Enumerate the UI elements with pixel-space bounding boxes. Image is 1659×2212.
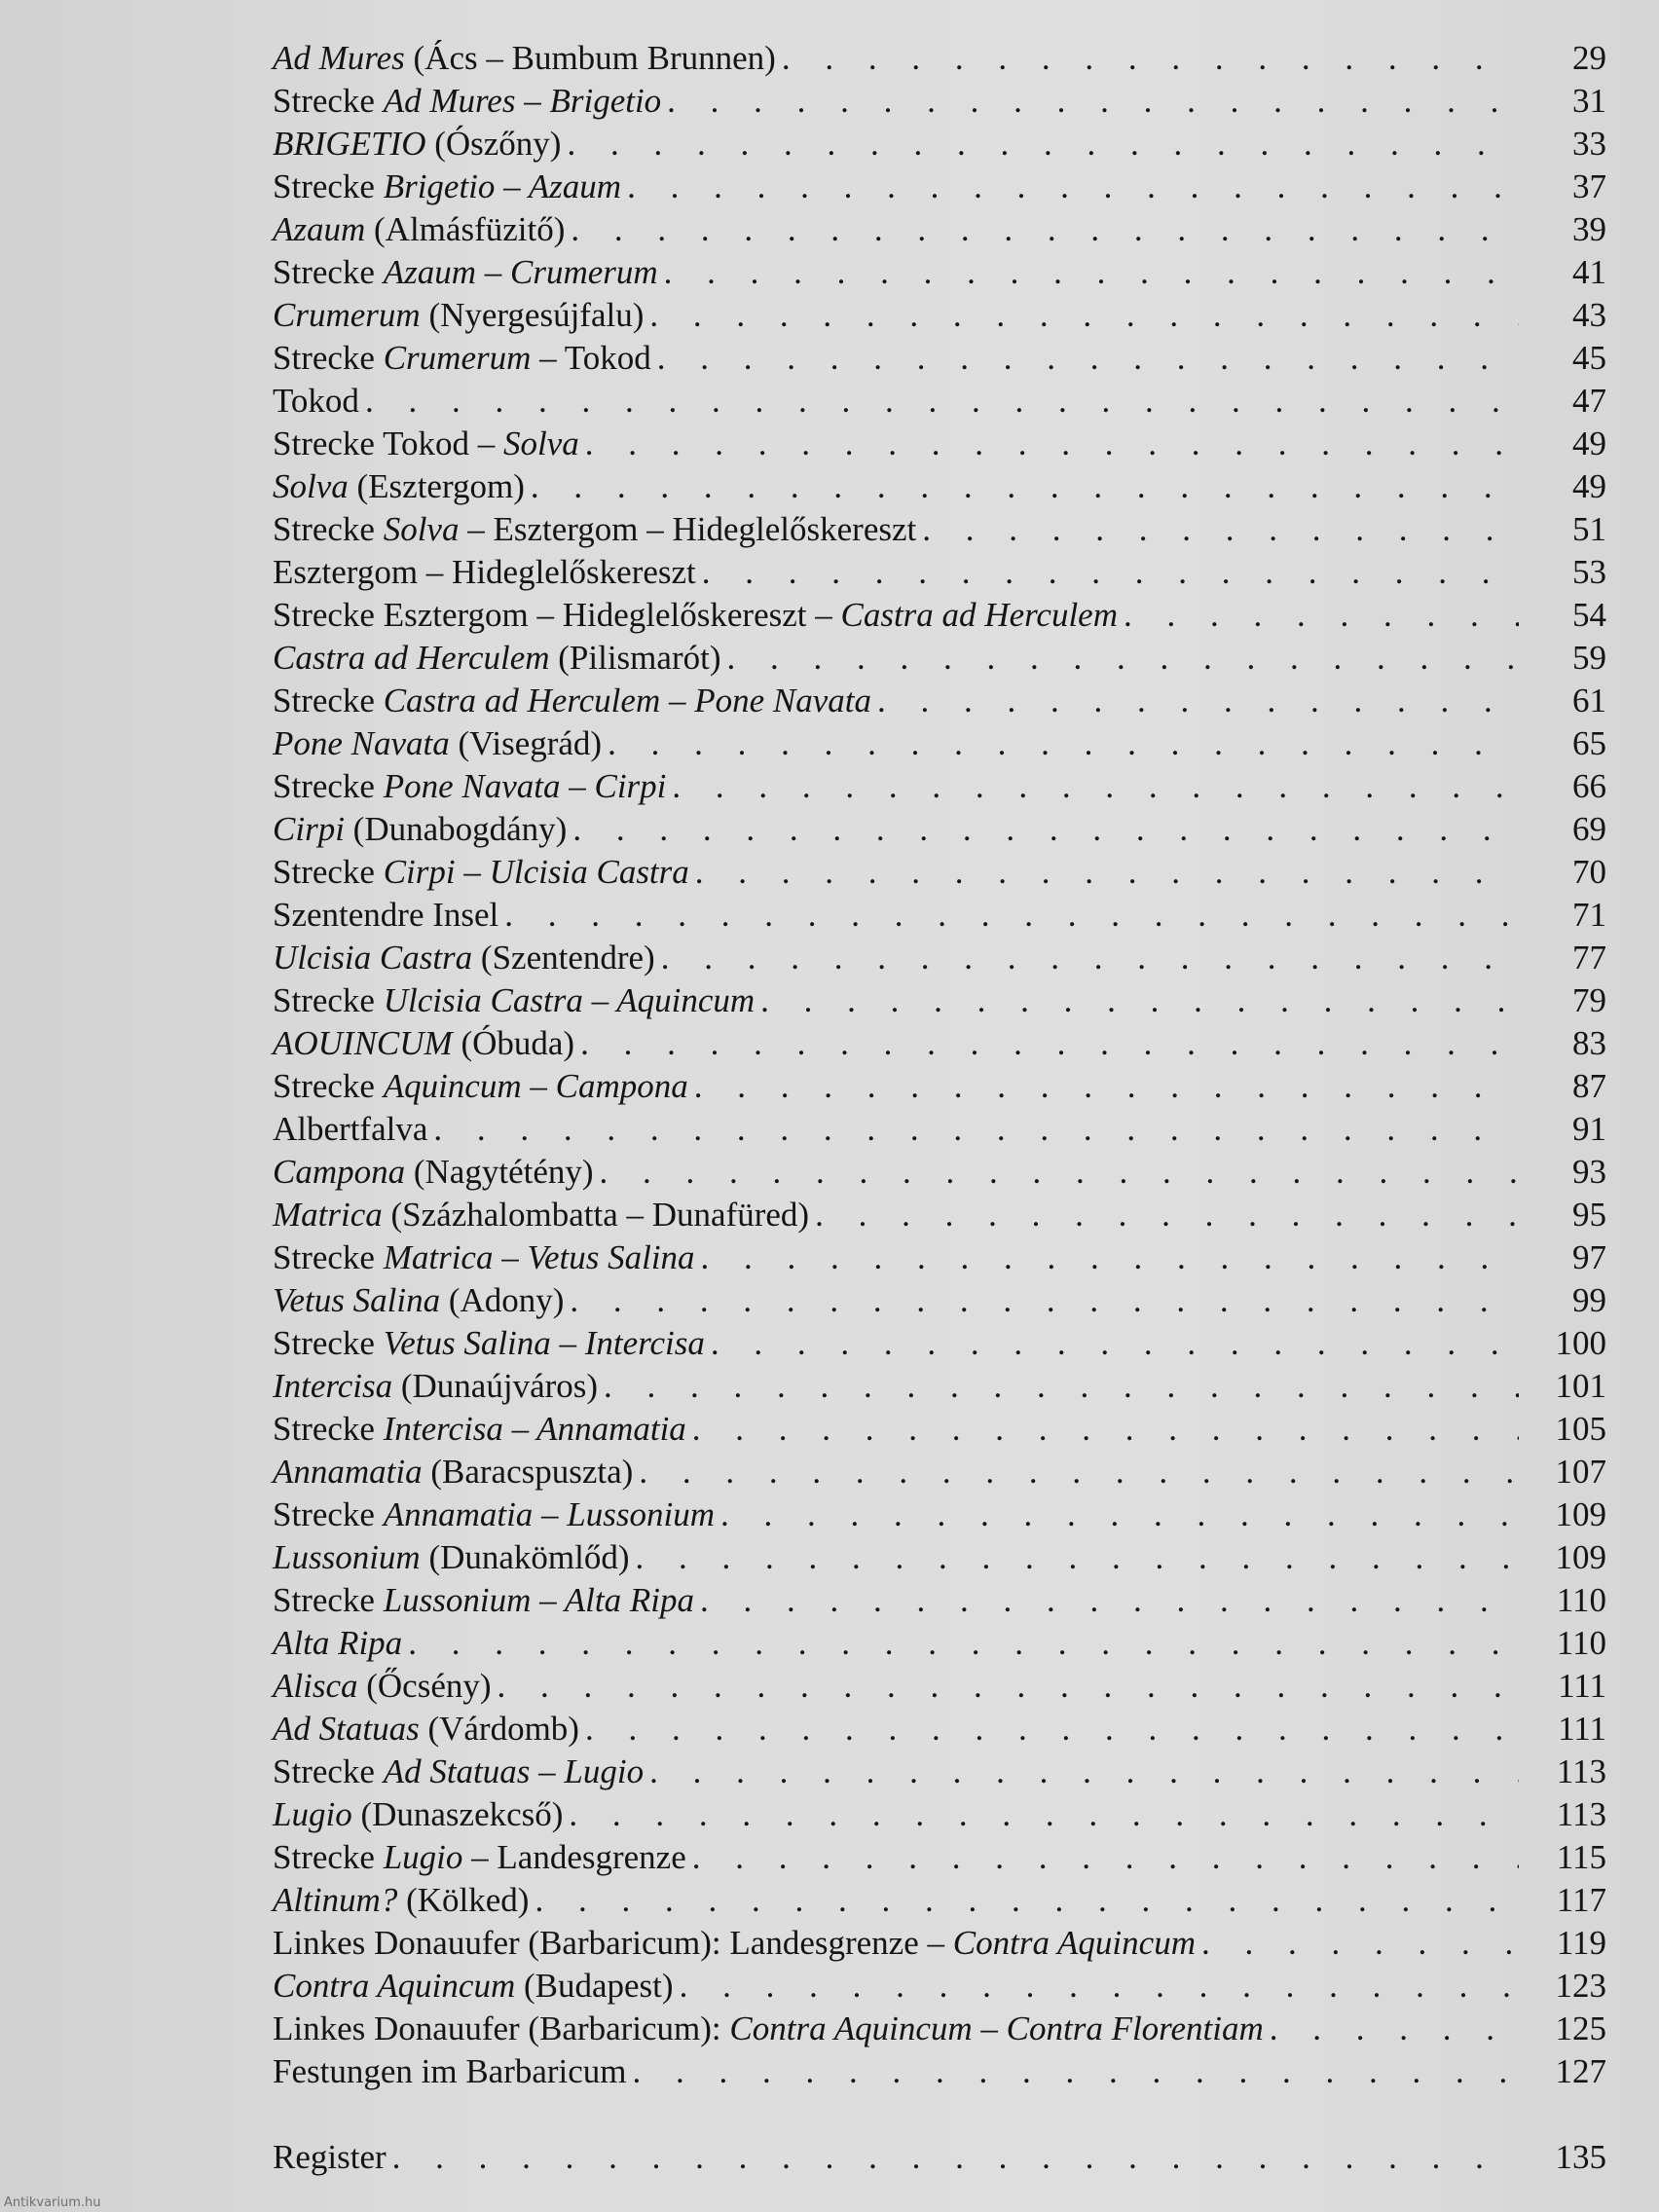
toc-title-italic: Solva: [503, 424, 579, 462]
dot-leader: [657, 337, 1519, 380]
watermark: Antikvarium.hu: [4, 2195, 101, 2210]
toc-page-number: 93: [1572, 1153, 1606, 1191]
dot-leader: [571, 208, 1519, 251]
toc-page-number: 111: [1558, 1667, 1606, 1705]
toc-title-italic: AOUINCUM: [273, 1024, 453, 1062]
toc-page-number: 49: [1572, 467, 1606, 505]
toc-title-italic: Castra ad Herculem – Pone Navata: [383, 682, 871, 719]
dot-leader: [649, 294, 1519, 337]
dot-leader: [639, 1451, 1519, 1493]
toc-entry: [273, 1751, 1606, 1793]
toc-entry: [273, 551, 1606, 594]
dot-leader: [661, 937, 1519, 979]
toc-title-text: Linkes Donauufer (Barbaricum):: [273, 2009, 730, 2047]
toc-page-number: 119: [1556, 1924, 1606, 1962]
toc-entry: [273, 1408, 1606, 1451]
toc-entry-title: [273, 1536, 636, 1579]
toc-entry: [273, 80, 1606, 123]
toc-title-italic: Annamatia – Lussonium: [383, 1495, 716, 1533]
dot-leader: [1270, 2008, 1519, 2050]
toc-entry: [273, 851, 1606, 894]
toc-title-italic: Campona: [273, 1153, 406, 1191]
toc-page-number: 71: [1572, 896, 1606, 934]
dot-leader: [570, 1279, 1519, 1322]
toc-title-text: Strecke: [273, 1495, 384, 1533]
toc-title-text: – Esztergom – Hideglelőskereszt: [459, 510, 917, 548]
toc-title-italic: Matrica – Vetus Salina: [383, 1238, 695, 1276]
toc-title-italic: Castra ad Herculem: [273, 639, 550, 677]
dot-leader: [408, 1622, 1519, 1665]
toc-page-number: 49: [1572, 424, 1606, 462]
toc-title-italic: Castra ad Herculem: [840, 596, 1118, 634]
toc-page-number: 100: [1555, 1324, 1606, 1362]
toc-title-italic: Cirpi – Ulcisia Castra: [383, 853, 689, 891]
toc-title-italic: BRIGETIO: [273, 125, 426, 163]
toc-page-number: 101: [1555, 1367, 1606, 1405]
toc-entry-title: [273, 1365, 604, 1408]
toc-entry-title: [273, 1579, 700, 1622]
toc-title-italic: Ad Mures: [273, 39, 405, 77]
toc-title-text: (Őcsény): [357, 1667, 492, 1705]
toc-entry-title: [273, 166, 627, 208]
toc-title-italic: Pone Navata – Cirpi: [383, 767, 667, 805]
toc-entry-title: [273, 123, 567, 166]
toc-title-text: (Dunakömlőd): [420, 1538, 630, 1576]
toc-entry-title: [273, 2008, 1270, 2050]
toc-entry-title: [273, 1493, 720, 1536]
toc-title-italic: Aquincum – Campona: [383, 1067, 688, 1105]
dot-leader: [672, 765, 1519, 808]
toc-entry: [273, 1108, 1606, 1151]
dot-leader: [600, 1151, 1519, 1194]
toc-entry-title: [273, 1879, 535, 1922]
toc-entry: [273, 37, 1606, 80]
table-of-contents: [273, 37, 1606, 2179]
dot-leader: [504, 894, 1519, 937]
toc-title-italic: Contra Aquincum – Contra Florentiam: [729, 2009, 1264, 2047]
toc-entry-title: [273, 1836, 692, 1879]
toc-entry: [273, 1493, 1606, 1536]
dot-leader: [636, 1536, 1519, 1579]
toc-entry: [273, 294, 1606, 337]
dot-leader: [922, 508, 1519, 551]
toc-title-text: (Baracspuszta): [422, 1453, 634, 1491]
toc-title-italic: Annamatia: [273, 1453, 423, 1491]
toc-title-italic: Alta Ripa: [273, 1624, 403, 1662]
toc-entry-title: [273, 465, 531, 508]
toc-entry: [273, 1536, 1606, 1579]
toc-title-text: (Dunaszekcső): [351, 1795, 564, 1833]
toc-page-number: 59: [1572, 639, 1606, 677]
dot-leader: [877, 680, 1519, 722]
toc-title-text: Strecke: [273, 1838, 384, 1876]
toc-entry: [273, 1879, 1606, 1922]
dot-leader: [760, 979, 1519, 1022]
toc-title-italic: Ulcisia Castra – Aquincum: [383, 981, 756, 1019]
dot-leader: [569, 1793, 1519, 1836]
toc-title-text: Strecke: [273, 853, 384, 891]
toc-page-number: 113: [1556, 1795, 1606, 1833]
toc-entry-title: [273, 1194, 815, 1236]
toc-title-italic: Vetus Salina – Intercisa: [383, 1324, 705, 1362]
toc-title-text: – Landesgrenze: [462, 1838, 686, 1876]
toc-entry: [273, 979, 1606, 1022]
dot-leader: [498, 1665, 1519, 1708]
toc-page-number: 125: [1555, 2009, 1606, 2047]
toc-title-italic: Pone Navata: [273, 724, 450, 762]
toc-title-italic: Brigetio – Azaum: [383, 167, 622, 205]
dot-leader: [585, 423, 1519, 465]
toc-page-number: 107: [1555, 1453, 1606, 1491]
toc-page-number: 115: [1556, 1838, 1606, 1876]
toc-entry: [273, 1236, 1606, 1279]
dot-leader: [580, 1022, 1519, 1065]
dot-leader: [608, 722, 1519, 765]
toc-page-number: 109: [1555, 1538, 1606, 1576]
toc-title-text: Strecke: [273, 981, 384, 1019]
toc-entry-title: [273, 208, 571, 251]
toc-page-number: 135: [1555, 2138, 1606, 2176]
toc-entry-title: [273, 1751, 649, 1793]
toc-title-text: Strecke: [273, 339, 384, 377]
toc-title-text: Strecke: [273, 1410, 384, 1448]
toc-title-text: Strecke: [273, 82, 384, 120]
toc-entry: [273, 722, 1606, 765]
toc-entry: [273, 1622, 1606, 1665]
toc-title-text: (Dunaújváros): [392, 1367, 599, 1405]
toc-entry-title: [273, 1408, 692, 1451]
toc-title-text: Szentendre Insel: [273, 896, 499, 934]
toc-title-italic: Matrica: [273, 1196, 383, 1234]
dot-leader: [702, 551, 1519, 594]
dot-leader: [815, 1194, 1519, 1236]
toc-title-italic: Lussonium: [273, 1538, 421, 1576]
toc-title-text: Strecke: [273, 1752, 384, 1790]
toc-entry-title: [273, 594, 1124, 637]
toc-title-text: Strecke: [273, 167, 384, 205]
toc-title-italic: Solva: [383, 510, 460, 548]
toc-title-text: (Nyergesújfalu): [420, 296, 645, 334]
toc-title-text: (Adony): [440, 1281, 565, 1319]
toc-page-number: 105: [1555, 1410, 1606, 1448]
toc-title-text: Albertfalva: [273, 1110, 428, 1148]
toc-page-number: 77: [1572, 939, 1606, 977]
toc-page-number: 91: [1572, 1110, 1606, 1148]
toc-entry: [273, 637, 1606, 680]
toc-entry: [273, 1022, 1606, 1065]
toc-title-italic: Solva: [273, 467, 349, 505]
toc-title-italic: Intercisa: [273, 1367, 393, 1405]
toc-page-number: 109: [1555, 1495, 1606, 1533]
toc-entry: [273, 1151, 1606, 1194]
toc-title-text: (Almásfüzitő): [365, 210, 566, 248]
toc-title-text: Strecke: [273, 1067, 384, 1105]
toc-entry-title: [273, 894, 504, 937]
toc-title-text: Strecke: [273, 682, 384, 719]
toc-title-italic: Ad Mures – Brigetio: [383, 82, 662, 120]
toc-title-text: (Esztergom): [348, 467, 525, 505]
dot-leader: [633, 2050, 1519, 2093]
toc-page-number: 61: [1572, 682, 1606, 719]
dot-leader: [692, 1836, 1519, 1879]
toc-title-text: Register: [273, 2138, 387, 2176]
dot-leader: [535, 1879, 1519, 1922]
toc-title-italic: Lussonium – Alta Ripa: [383, 1581, 694, 1619]
toc-entry-title: [273, 1151, 600, 1194]
toc-title-text: Esztergom – Hideglelőskereszt: [273, 553, 696, 591]
toc-entry-title: [273, 2050, 633, 2093]
toc-entry: [273, 251, 1606, 294]
dot-leader: [567, 123, 1519, 166]
toc-page-number: 83: [1572, 1024, 1606, 1062]
toc-page-number: 69: [1572, 810, 1606, 848]
toc-entry: [273, 1194, 1606, 1236]
toc-page-number: 97: [1572, 1238, 1606, 1276]
toc-title-text: (Ács – Bumbum Brunnen): [404, 39, 776, 77]
toc-entry-title: [273, 765, 672, 808]
dot-leader: [664, 251, 1519, 294]
toc-entry: [273, 808, 1606, 851]
toc-title-italic: Contra Aquincum: [273, 1967, 516, 2005]
toc-title-italic: Azaum – Crumerum: [383, 253, 658, 291]
toc-entry: [273, 680, 1606, 722]
toc-entry-title: [273, 1665, 498, 1708]
toc-entry: [273, 508, 1606, 551]
toc-title-text: Strecke: [273, 510, 384, 548]
toc-title-italic: Crumerum: [383, 339, 532, 377]
toc-entry: [273, 123, 1606, 166]
toc-title-text: (Óbuda): [452, 1024, 575, 1062]
toc-title-text: (Nagytétény): [405, 1153, 594, 1191]
toc-entry-title: [273, 1322, 711, 1365]
toc-entry-title: [273, 551, 702, 594]
toc-entry: [273, 894, 1606, 937]
toc-page-number: 45: [1572, 339, 1606, 377]
toc-entry-title: [273, 680, 877, 722]
toc-entry: [273, 465, 1606, 508]
toc-entry-title: [273, 1622, 408, 1665]
toc-page-number: 33: [1572, 125, 1606, 163]
toc-title-text: (Ószőny): [425, 125, 562, 163]
dot-leader: [649, 1751, 1519, 1793]
dot-leader: [433, 1108, 1519, 1151]
toc-page-number: 41: [1572, 253, 1606, 291]
toc-page-number: 54: [1572, 596, 1606, 634]
toc-title-italic: Altinum?: [273, 1881, 398, 1919]
toc-title-italic: Ad Statuas: [273, 1710, 420, 1748]
toc-entry-title: [273, 637, 726, 680]
toc-entry-title: [273, 380, 365, 423]
toc-title-italic: Ulcisia Castra: [273, 939, 473, 977]
toc-entry: [273, 1708, 1606, 1751]
toc-entry: [273, 1365, 1606, 1408]
toc-entry-title: [273, 2136, 392, 2179]
toc-entry: [273, 1965, 1606, 2008]
toc-page-number: 127: [1555, 2052, 1606, 2090]
toc-entry: [273, 1065, 1606, 1108]
toc-title-italic: Vetus Salina: [273, 1281, 441, 1319]
toc-title-text: Strecke: [273, 1581, 384, 1619]
dot-leader: [726, 637, 1519, 680]
toc-title-italic: Cirpi: [273, 810, 345, 848]
toc-entry-title: [273, 1279, 570, 1322]
toc-page-number: 111: [1558, 1710, 1606, 1748]
spacer: [273, 2093, 1606, 2136]
toc-entry-title: [273, 423, 585, 465]
dot-leader: [604, 1365, 1519, 1408]
toc-entry-title: [273, 1022, 580, 1065]
toc-entry: [273, 2008, 1606, 2050]
toc-entry-title: [273, 937, 661, 979]
dot-leader: [531, 465, 1519, 508]
toc-entry: [273, 1665, 1606, 1708]
toc-title-text: Linkes Donauufer (Barbaricum): Landesgrenze –: [273, 1924, 953, 1962]
toc-entry-title: [273, 1793, 569, 1836]
dot-leader: [627, 166, 1519, 208]
dot-leader: [694, 1065, 1519, 1108]
toc-page-number: 95: [1572, 1196, 1606, 1234]
toc-page-number: 31: [1572, 82, 1606, 120]
dot-leader: [392, 2136, 1519, 2179]
toc-entry: [273, 166, 1606, 208]
toc-page-number: 117: [1556, 1881, 1606, 1919]
toc-page-number: 123: [1555, 1967, 1606, 2005]
dot-leader: [1124, 594, 1519, 637]
toc-title-text: (Visegrád): [449, 724, 603, 762]
toc-page-number: 87: [1572, 1067, 1606, 1105]
dot-leader: [1201, 1922, 1519, 1965]
toc-entry-title: [273, 1922, 1201, 1965]
toc-entry: [273, 1922, 1606, 1965]
toc-entry-title: [273, 1065, 694, 1108]
toc-title-text: (Százhalombatta – Dunafüred): [382, 1196, 810, 1234]
toc-title-text: Strecke: [273, 767, 384, 805]
toc-page-number: 99: [1572, 1281, 1606, 1319]
dot-leader: [692, 1408, 1519, 1451]
toc-entry-title: [273, 37, 782, 80]
toc-page-number: 37: [1572, 167, 1606, 205]
toc-entry-title: [273, 508, 922, 551]
toc-entry-title: [273, 1965, 680, 2008]
toc-title-text: Strecke Esztergom – Hideglelőskereszt –: [273, 596, 841, 634]
toc-title-text: Strecke: [273, 1238, 384, 1276]
toc-entry: [273, 937, 1606, 979]
toc-title-text: (Várdomb): [419, 1710, 579, 1748]
toc-entry-title: [273, 808, 572, 851]
dot-leader: [365, 380, 1519, 423]
toc-title-text: Strecke: [273, 253, 384, 291]
toc-entry-title: [273, 337, 657, 380]
toc-page-number: 51: [1572, 510, 1606, 548]
toc-title-text: (Szentendre): [472, 939, 655, 977]
toc-page-number: 110: [1556, 1624, 1606, 1662]
toc-title-italic: Lugio: [383, 1838, 463, 1876]
toc-page-number: 53: [1572, 553, 1606, 591]
toc-register-entry: [273, 2136, 1606, 2179]
toc-entry: [273, 380, 1606, 423]
toc-entry: [273, 1836, 1606, 1879]
dot-leader: [572, 808, 1519, 851]
toc-entry-title: [273, 1708, 585, 1751]
toc-entry: [273, 765, 1606, 808]
toc-entry-title: [273, 294, 649, 337]
toc-page-number: 43: [1572, 296, 1606, 334]
toc-title-italic: Azaum: [273, 210, 366, 248]
toc-title-text: Tokod: [273, 382, 359, 420]
dot-leader: [701, 1236, 1519, 1279]
toc-entry: [273, 423, 1606, 465]
toc-entry: [273, 1279, 1606, 1322]
dot-leader: [695, 851, 1519, 894]
toc-title-text: – Tokod: [531, 339, 651, 377]
toc-page-number: 66: [1572, 767, 1606, 805]
toc-page-number: 70: [1572, 853, 1606, 891]
toc-title-italic: Ad Statuas – Lugio: [383, 1752, 645, 1790]
toc-title-text: Strecke: [273, 1324, 384, 1362]
dot-leader: [680, 1965, 1519, 2008]
toc-title-text: (Dunabogdány): [344, 810, 568, 848]
toc-entry-title: [273, 1451, 639, 1493]
toc-title-italic: Crumerum: [273, 296, 421, 334]
toc-entry: [273, 1793, 1606, 1836]
toc-entry-title: [273, 251, 664, 294]
toc-title-italic: Intercisa – Annamatia: [383, 1410, 686, 1448]
toc-page-number: 79: [1572, 981, 1606, 1019]
dot-leader: [782, 37, 1519, 80]
toc-entry-title: [273, 722, 608, 765]
dot-leader: [700, 1579, 1519, 1622]
toc-title-text: (Budapest): [515, 1967, 674, 2005]
dot-leader: [720, 1493, 1519, 1536]
toc-title-italic: Contra Aquincum: [952, 1924, 1196, 1962]
toc-title-text: (Kölked): [397, 1881, 530, 1919]
toc-entry: [273, 1322, 1606, 1365]
toc-entry-title: [273, 851, 695, 894]
toc-title-italic: Alisca: [273, 1667, 358, 1705]
toc-page-number: 65: [1572, 724, 1606, 762]
toc-title-text: Festungen im Barbaricum: [273, 2052, 627, 2090]
dot-leader: [585, 1708, 1519, 1751]
toc-entry-title: [273, 979, 760, 1022]
dot-leader: [711, 1322, 1519, 1365]
toc-entry-title: [273, 1236, 701, 1279]
toc-entry-title: [273, 1108, 433, 1151]
dot-leader: [667, 80, 1519, 123]
toc-entry: [273, 2050, 1606, 2093]
toc-entry: [273, 208, 1606, 251]
toc-page-number: 47: [1572, 382, 1606, 420]
toc-page-number: 29: [1572, 39, 1606, 77]
toc-entry-title: [273, 80, 667, 123]
toc-page-number: 39: [1572, 210, 1606, 248]
toc-title-text: Strecke Tokod –: [273, 424, 504, 462]
toc-page-number: 110: [1556, 1581, 1606, 1619]
toc-entry: [273, 1579, 1606, 1622]
toc-title-italic: Lugio: [273, 1795, 352, 1833]
toc-entry: [273, 594, 1606, 637]
toc-entry: [273, 1451, 1606, 1493]
toc-title-text: (Pilismarót): [549, 639, 721, 677]
toc-page-number: 113: [1556, 1752, 1606, 1790]
toc-entry: [273, 337, 1606, 380]
